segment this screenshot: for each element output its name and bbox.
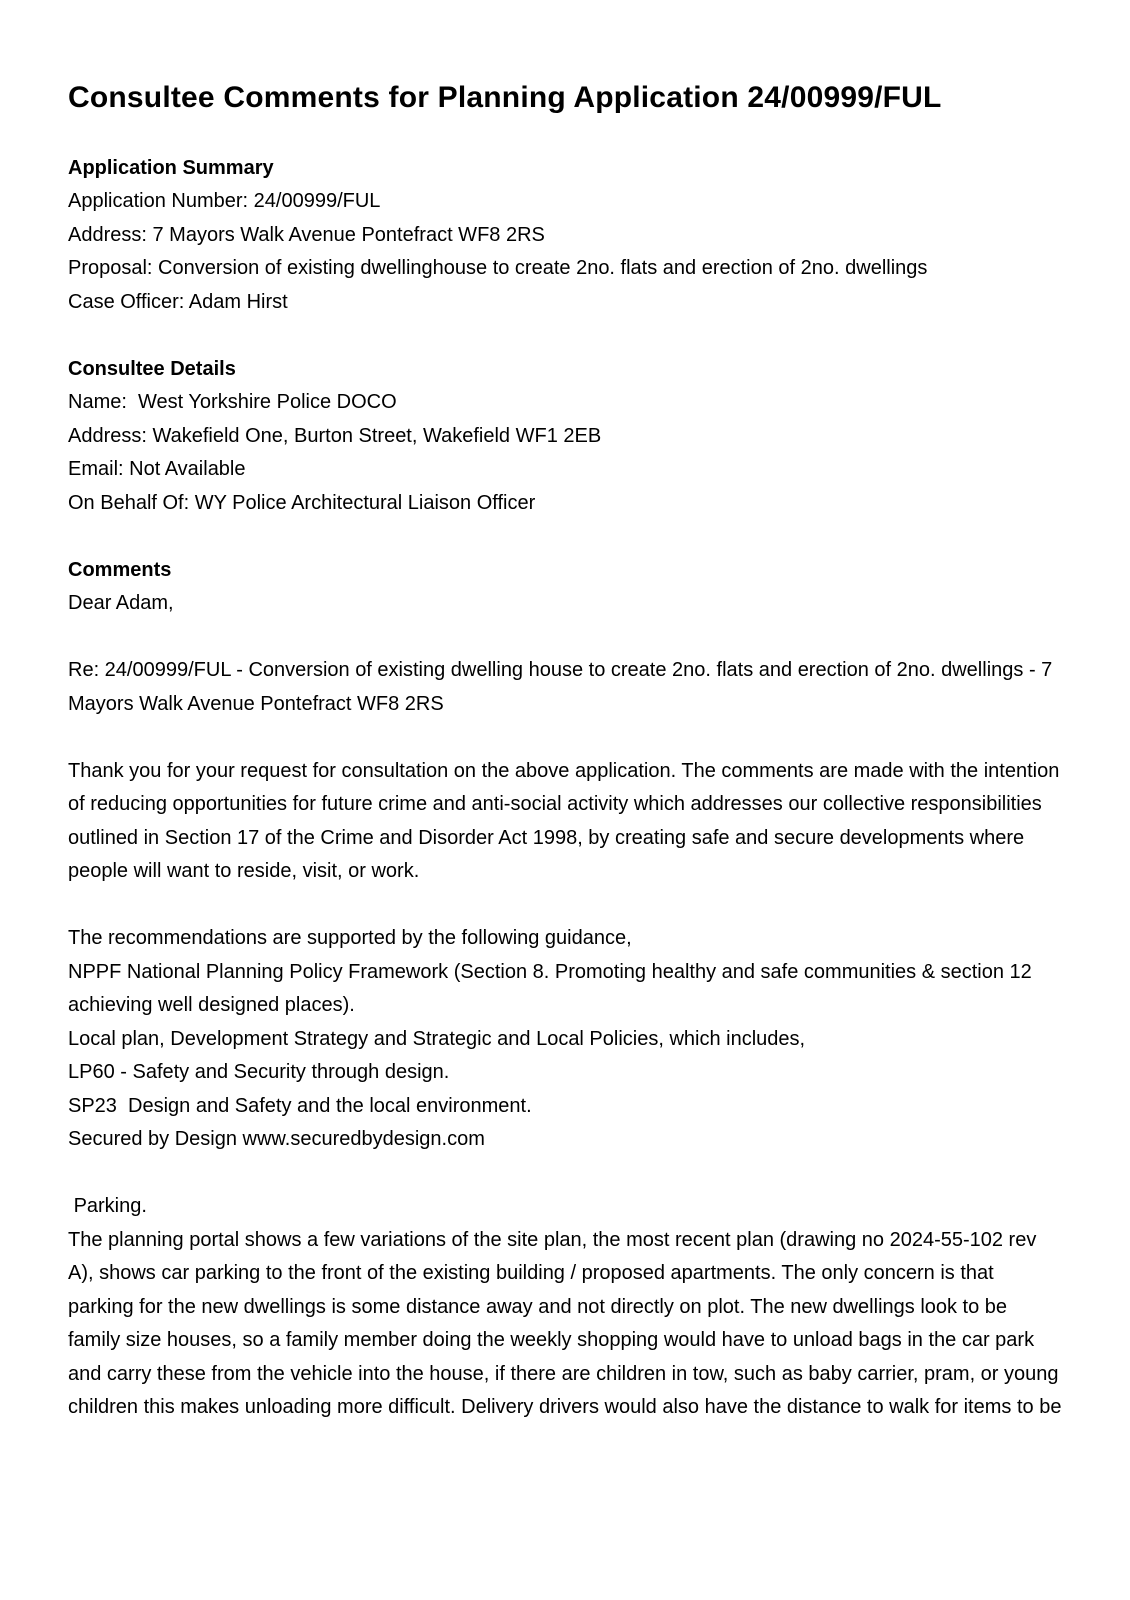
- comments-section: [68, 554, 1063, 1425]
- comments-intro-paragraph: Thank you for your request for consultation on the above application. The comments are made with the intention of reducing opportunities for future crime and anti-social activity which addresses our collective responsibilities outlined in Section 17 of the Crime and Disorder Act 1998, by creating safe and secure developments where people will want to reside, visit, or work.: [68, 759, 1065, 882]
- comments-re-block: [68, 654, 1063, 721]
- consultee-name-line: Name: West Yorkshire Police DOCO: [68, 391, 397, 413]
- comments-salutation-block: [68, 587, 1063, 621]
- consultee-on-behalf-of-line: On Behalf Of: WY Police Architectural Liaison Officer: [68, 491, 536, 514]
- consultee-address-line: Address: Wakefield One, Burton Street, Wakefield WF1 2EB: [68, 424, 602, 447]
- application-address-line: Address: 7 Mayors Walk Avenue Pontefract WF8 2RS: [68, 223, 545, 246]
- parking-block: [68, 1190, 1063, 1425]
- guidance-secured-by-design-line: Secured by Design www.securedbydesign.com: [68, 1128, 485, 1150]
- parking-heading-line: Parking.: [68, 1195, 147, 1217]
- consultee-email-line: Email: Not Available: [68, 458, 246, 480]
- application-summary-section: [68, 152, 1063, 320]
- application-number-line: Application Number: 24/00999/FUL: [68, 190, 381, 212]
- application-proposal-line: Proposal: Conversion of existing dwellinghouse to create 2no. flats and erection of 2no. dwellings: [68, 257, 928, 279]
- parking-paragraph: The planning portal shows a few variations of the site plan, the most recent plan (drawing no 2024-55-102 rev A), shows car parking to the front of the existing building / proposed apartments. The only concern is that parking for the new dwellings is some distance away and not directly on plot. The new dwellings look to be family size houses, so a family member doing the weekly shopping would have to unload bags in the car park and carry these from the vehicle into the house, if there are children in tow, such as baby carrier, pram, or young children this makes unloading more difficult. Delivery drivers would also have the distance to walk for items to be: [68, 1228, 1065, 1418]
- guidance-block: [68, 922, 1063, 1157]
- guidance-lp60-line: LP60 - Safety and Security through design.: [68, 1061, 450, 1083]
- case-officer-line: Case Officer: Adam Hirst: [68, 290, 288, 313]
- guidance-local-plan-line: Local plan, Development Strategy and Strategic and Local Policies, which includes,: [68, 1027, 806, 1050]
- consultee-details-heading: Consultee Details: [68, 357, 236, 380]
- comments-salutation: Dear Adam,: [68, 592, 174, 614]
- comments-re-line: Re: 24/00999/FUL - Conversion of existing dwelling house to create 2no. flats and erection of 2no. dwellings - 7 Mayors Walk Avenue Pontefract WF8 2RS: [68, 659, 1058, 715]
- guidance-nppf-line: NPPF National Planning Policy Framework (Section 8. Promoting healthy and safe communities & section 12 achieving well designed places).: [68, 960, 1038, 1016]
- page-title: Consultee Comments for Planning Application 24/00999/FUL: [68, 81, 942, 114]
- guidance-intro-line: The recommendations are supported by the following guidance,: [68, 927, 632, 949]
- comments-intro-block: [68, 755, 1063, 889]
- application-summary-heading: Application Summary: [68, 156, 274, 179]
- consultee-details-section: [68, 353, 1063, 521]
- comments-heading: Comments: [68, 558, 172, 581]
- guidance-sp23-line: SP23 Design and Safety and the local environment.: [68, 1094, 532, 1117]
